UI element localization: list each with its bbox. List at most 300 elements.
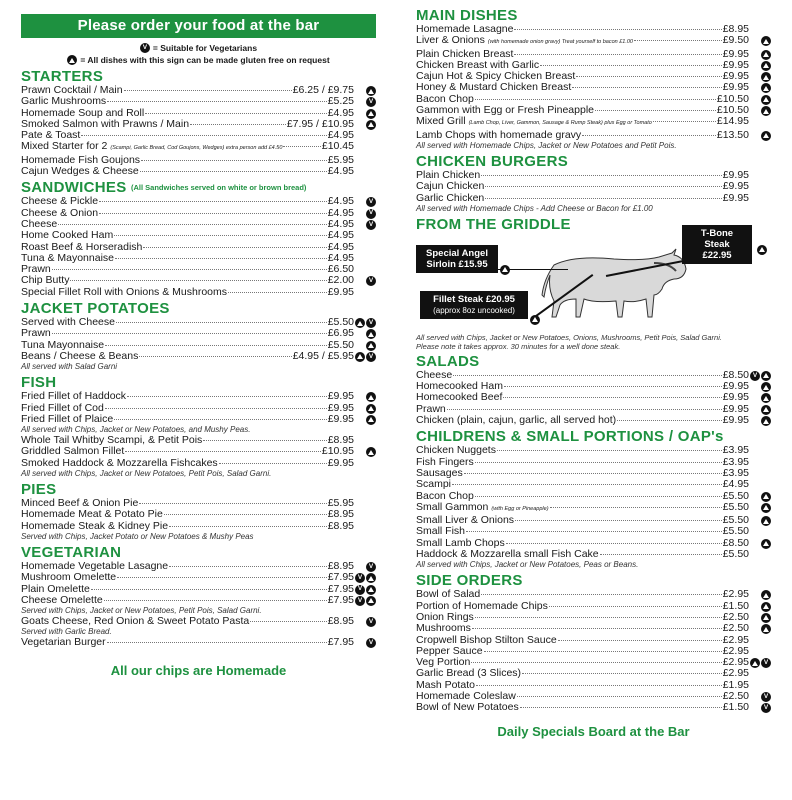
dietary-icons	[761, 83, 771, 93]
item-price: £2.95	[722, 644, 749, 657]
dot-leader	[582, 135, 716, 136]
item-name: Homemade Soup and Roll	[21, 106, 145, 119]
item-name: Plain Chicken Breast	[416, 47, 514, 60]
item-price: £2.50	[722, 622, 749, 635]
item-price: £3.95	[722, 466, 749, 479]
dot-leader	[107, 642, 327, 643]
dietary-icons	[366, 447, 376, 457]
dietary-icons	[761, 36, 771, 46]
item-name: Served with Cheese	[21, 316, 115, 329]
item-name: Prawn Cocktail / Main	[21, 84, 123, 96]
dietary-icons	[366, 209, 376, 219]
section-title: STARTERS	[21, 68, 104, 85]
item-price: £7.95 / £10.95	[286, 117, 354, 130]
dot-leader	[617, 420, 722, 421]
item-name: Chicken (plain, cajun, garlic, all served hot)	[416, 414, 617, 427]
gluten-free-triangle-icon	[761, 95, 771, 105]
section-title	[21, 180, 376, 196]
griddle-illustration	[416, 227, 771, 333]
item-name: Lamb Chops with homemade gravy	[416, 128, 582, 141]
item-name: Mash Potato	[416, 678, 475, 691]
item-price: £7.95	[327, 571, 354, 584]
dot-leader	[52, 269, 327, 270]
menu-list	[21, 498, 376, 532]
item-name: Gammon with Egg or Fresh Pineapple	[416, 104, 595, 117]
dot-leader	[471, 662, 721, 663]
dot-leader	[124, 90, 292, 91]
item-name: Beans / Cheese & Beans	[21, 349, 139, 362]
dot-leader	[143, 247, 326, 248]
item-name: Griddled Salmon Fillet	[21, 445, 125, 458]
dietary-icons	[761, 602, 771, 612]
gluten-free-triangle-icon	[366, 341, 376, 351]
item-name: Special Fillet Roll with Onions & Mushrooms	[21, 285, 227, 298]
menu-list	[21, 561, 376, 606]
dietary-icons	[366, 109, 376, 119]
item-price: £10.50	[716, 92, 749, 105]
menu-item	[21, 521, 376, 532]
gluten-free-triangle-icon	[500, 265, 510, 275]
item-price: £9.95	[722, 70, 749, 83]
menu-item	[416, 468, 771, 479]
item-name: Prawn	[416, 402, 446, 415]
dot-leader	[549, 606, 722, 607]
dietary-icons	[761, 416, 771, 426]
legend-veg-text: = Suitable for Vegetarians	[152, 43, 258, 53]
item-name: Homemade Steak & Kidney Pie	[21, 519, 169, 532]
menu-item	[416, 479, 771, 490]
gluten-free-triangle-icon	[761, 602, 771, 612]
item-name: Cropwell Bishop Stilton Sauce	[416, 633, 557, 646]
item-price: £9.95	[722, 81, 749, 94]
vegetarian-icon: V	[366, 352, 376, 362]
tbone-name: T-Bone Steak	[700, 227, 734, 250]
dot-leader	[452, 484, 722, 485]
dietary-icons	[761, 703, 771, 713]
item-price: £10.95	[321, 445, 354, 458]
item-price: £6.25 / £9.75	[292, 84, 354, 96]
gluten-free-triangle-icon	[366, 120, 376, 130]
item-price: £4.95	[327, 229, 354, 242]
dietary-icons	[355, 318, 376, 328]
dietary-icons	[355, 585, 376, 595]
dot-leader	[52, 333, 327, 334]
gluten-free-triangle-icon	[67, 55, 77, 65]
section-note: All served with Chips, Jacket or New Potatoes, Petit Pois, Salad Garni.	[21, 469, 272, 479]
menu-item	[416, 35, 771, 48]
item-price: £7.95	[327, 593, 354, 606]
vegetarian-icon: V	[366, 638, 376, 648]
menu-item	[416, 457, 771, 468]
item-name: Small Lamb Chops	[416, 536, 505, 549]
dot-leader	[485, 198, 721, 199]
dot-leader	[125, 451, 321, 452]
vegetarian-icon: V	[366, 220, 376, 230]
item-name: Pate & Toast	[21, 129, 81, 142]
item-price: £9.95	[722, 180, 749, 193]
item-price: £4.95 / £5.95	[292, 349, 354, 362]
item-name: Pepper Sauce	[416, 644, 483, 657]
dot-leader	[572, 87, 721, 88]
dot-leader	[475, 617, 722, 618]
gluten-free-triangle-icon	[366, 404, 376, 414]
dot-leader	[576, 76, 721, 77]
item-price: £2.50	[722, 689, 749, 702]
menu-item	[416, 193, 771, 204]
dot-leader	[107, 101, 327, 102]
menu-list	[21, 196, 376, 298]
dietary-icons	[761, 692, 771, 702]
menu-item	[21, 141, 376, 154]
item-price: £2.95	[722, 588, 749, 601]
gluten-free-triangle-icon	[761, 50, 771, 60]
vegetarian-icon: V	[366, 209, 376, 219]
dot-leader	[472, 628, 722, 629]
item-price: £4.95	[327, 195, 354, 208]
item-price: £8.95	[327, 508, 354, 521]
fillet-name: Fillet Steak £20.95	[433, 293, 515, 305]
item-name: Small Liver & Onions	[416, 514, 515, 527]
dot-leader	[115, 258, 327, 259]
menu-item	[416, 392, 771, 403]
dot-leader	[476, 685, 722, 686]
item-price: £7.95	[327, 636, 354, 649]
item-name: Fish Fingers	[416, 455, 474, 468]
gluten-free-triangle-icon	[761, 36, 771, 46]
item-price: £10.50	[716, 104, 749, 117]
item-price: £9.95	[327, 401, 354, 414]
dot-leader	[283, 146, 320, 147]
item-price: £8.50	[722, 536, 749, 549]
left-column	[21, 0, 376, 678]
menu-list	[21, 85, 376, 177]
section-title: PIES	[21, 481, 57, 499]
dot-leader	[104, 600, 327, 601]
item-detail: (Scampi, Garlic Bread, Cod Goujons, Wedges) extra person add £4.50	[110, 145, 283, 152]
dietary-icons	[761, 590, 771, 600]
dot-leader	[464, 473, 722, 474]
item-price: £6.95	[327, 327, 354, 340]
item-name: Bacon Chop	[416, 92, 474, 105]
item-name: Bowl of Salad	[416, 588, 481, 601]
menu-item	[21, 96, 376, 107]
dietary-icons	[366, 197, 376, 207]
vegetarian-icon: V	[366, 562, 376, 572]
item-price: £9.95	[327, 412, 354, 425]
item-name: Cajun Wedges & Cheese	[21, 165, 139, 178]
vegetarian-icon: V	[366, 276, 376, 286]
menu-list	[21, 637, 376, 648]
item-price: £5.50	[722, 548, 749, 561]
menu-item	[21, 595, 376, 606]
section-note: All served with Homemade Chips, Jacket or New Potatoes and Petit Pois.	[416, 140, 677, 150]
section-jacket-potatoes	[21, 301, 376, 372]
item-price: £9.95	[327, 390, 354, 403]
menu-item	[21, 616, 376, 627]
item-price: £9.95	[722, 191, 749, 204]
dietary-icons	[761, 405, 771, 415]
item-price: £5.50	[722, 525, 749, 538]
section-note: Please note it takes approx. 30 minutes for a well done steak.	[416, 341, 621, 351]
item-price: £4.95	[327, 106, 354, 119]
menu-item	[21, 166, 376, 177]
item-price: £9.95	[327, 285, 354, 298]
sirloin-steak-box	[416, 245, 498, 273]
dietary-icons	[366, 562, 376, 572]
legend	[21, 42, 376, 66]
item-price: £9.95	[722, 380, 749, 393]
dietary-icons	[761, 95, 771, 105]
item-price: £3.95	[722, 444, 749, 457]
section-salads	[416, 354, 771, 426]
gluten-free-triangle-icon	[750, 658, 760, 668]
gluten-free-triangle-icon	[366, 86, 376, 96]
menu-item	[21, 317, 376, 328]
menu-item	[416, 549, 771, 560]
gluten-free-triangle-icon	[366, 573, 376, 583]
item-price: £8.95	[327, 559, 354, 572]
gluten-free-triangle-icon	[761, 590, 771, 600]
item-price: £4.95	[327, 251, 354, 264]
dietary-icons	[355, 596, 376, 606]
menu-item	[416, 130, 771, 141]
item-name: Tuna Mayonnaise	[21, 338, 105, 351]
dot-leader	[190, 124, 286, 125]
dot-leader	[481, 594, 722, 595]
menu-item	[21, 391, 376, 402]
gluten-free-triangle-icon	[761, 72, 771, 82]
vegetarian-icon: V	[750, 371, 760, 381]
menu-item	[416, 445, 771, 456]
gluten-free-triangle-icon	[761, 131, 771, 141]
gluten-free-triangle-icon	[355, 352, 365, 362]
item-name: Homemade Lasagne	[416, 23, 514, 35]
dot-leader	[550, 507, 722, 508]
homemade-chips-footer: All our chips are Homemade	[110, 662, 287, 678]
menu-item	[416, 589, 771, 600]
item-name: Minced Beef & Onion Pie	[21, 497, 139, 510]
sirloin-name: Special Angel	[426, 247, 488, 259]
item-price: £7.95	[327, 582, 354, 595]
item-name: Homemade Meat & Potato Pie	[21, 508, 163, 521]
vegetarian-icon: V	[355, 596, 365, 606]
dietary-icons	[761, 72, 771, 82]
section-subtitle: (All Sandwiches served on white or brown bread)	[130, 183, 307, 193]
section-title: CHICKEN BURGERS	[416, 152, 569, 170]
dot-leader	[475, 496, 722, 497]
dot-leader	[540, 65, 722, 66]
section-title: CHILDRENS & SMALL PORTIONS / OAP's	[416, 428, 724, 446]
dietary-icons	[761, 106, 771, 116]
dot-leader	[497, 450, 722, 451]
dot-leader	[453, 375, 722, 376]
item-name: Mushrooms	[416, 622, 471, 635]
menu-item	[21, 196, 376, 207]
gluten-free-triangle-icon	[761, 61, 771, 71]
section-side-orders	[416, 573, 771, 713]
dot-leader	[228, 292, 327, 293]
item-name: Cheese & Onion	[21, 206, 99, 219]
dot-leader	[466, 531, 722, 532]
item-price: £5.50	[327, 338, 354, 351]
item-name: Prawn	[21, 263, 51, 276]
dietary-icons	[761, 613, 771, 623]
gluten-free-triangle-icon	[761, 503, 771, 513]
dietary-icons	[366, 86, 376, 96]
vegetarian-icon: V	[140, 43, 150, 53]
menu-item	[21, 351, 376, 362]
item-detail: (with Egg or Pineapple)	[491, 505, 549, 512]
gluten-free-triangle-icon	[761, 382, 771, 392]
dietary-icons	[750, 371, 771, 381]
item-name: Mixed Starter for 2	[21, 140, 108, 153]
right-column	[416, 0, 771, 739]
section-note: All served with Chips, Jacket or New Potatoes, Onions, Mushrooms, Petit Pois, Salad Garni.	[416, 332, 722, 342]
menu-item	[416, 702, 771, 713]
menu-list	[416, 24, 771, 141]
menu-item	[416, 502, 771, 515]
vegetarian-icon: V	[761, 658, 771, 668]
tbone-steak-box	[682, 225, 752, 264]
item-price: £8.95	[327, 434, 354, 447]
item-name: Homemade Vegetable Lasagne	[21, 559, 169, 572]
section-note: Served with Chips, Jacket or New Potatoes, Petit Pois, Salad Garni.	[21, 606, 262, 616]
dot-leader	[116, 322, 327, 323]
dot-leader	[514, 54, 721, 55]
section-vegetarian	[21, 545, 376, 649]
item-price: £5.50	[722, 514, 749, 527]
legend-gf-text: = All dishes with this sign can be made gluten free on request	[80, 55, 330, 65]
dot-leader	[503, 397, 721, 398]
section-title: JACKET POTATOES	[21, 300, 170, 318]
item-price: £5.25	[327, 95, 354, 108]
gluten-free-triangle-icon	[761, 83, 771, 93]
item-name: Tuna & Mayonnaise	[21, 251, 114, 264]
dot-leader	[145, 113, 327, 114]
dot-leader	[139, 356, 291, 357]
item-price: £2.50	[722, 610, 749, 623]
item-price: £9.95	[327, 456, 354, 469]
gluten-free-triangle-icon	[761, 516, 771, 526]
gluten-free-triangle-icon	[366, 109, 376, 119]
section-note: All served with Homemade Chips - Add Cheese or Bacon for £1.00	[416, 203, 653, 213]
dot-leader	[105, 408, 327, 409]
item-price: £3.95	[722, 455, 749, 468]
item-name: Homemade Coleslaw	[416, 689, 516, 702]
menu-item	[21, 253, 376, 264]
dietary-icons	[761, 539, 771, 549]
section-childrens	[416, 429, 771, 570]
item-price: £1.50	[722, 701, 749, 714]
dietary-icons	[355, 573, 376, 583]
gluten-free-triangle-icon	[366, 415, 376, 425]
item-name: Haddock & Mozzarella small Fish Cake	[416, 548, 599, 561]
item-price: £4.95	[327, 165, 354, 178]
dietary-icons	[366, 638, 376, 648]
item-name: Fried Fillet of Plaice	[21, 412, 114, 425]
dot-leader	[520, 707, 722, 708]
item-name: Plain Omelette	[21, 582, 90, 595]
section-title: MAIN DISHES	[416, 7, 518, 24]
gluten-free-triangle-icon	[761, 405, 771, 415]
menu-list	[416, 170, 771, 204]
section-title: FISH	[21, 374, 57, 392]
dot-leader	[653, 121, 716, 122]
order-at-bar-banner: Please order your food at the bar	[21, 14, 376, 38]
vegetarian-icon: V	[355, 585, 365, 595]
section-title: VEGETARIAN	[21, 543, 122, 561]
dot-leader	[517, 696, 722, 697]
dot-leader	[475, 99, 716, 100]
gluten-free-triangle-icon	[761, 393, 771, 403]
item-name: Chip Butty	[21, 274, 70, 287]
dot-leader	[105, 345, 327, 346]
item-price: £4.95	[327, 240, 354, 253]
item-price: £5.95	[327, 153, 354, 166]
vegetarian-icon: V	[366, 97, 376, 107]
item-price: £9.95	[722, 402, 749, 415]
item-name: Cajun Hot & Spicy Chicken Breast	[416, 70, 576, 83]
item-price: £6.50	[327, 263, 354, 276]
dietary-icons	[761, 382, 771, 392]
item-price: £9.95	[722, 391, 749, 404]
section-note: All served with Salad Garni	[21, 362, 118, 372]
gluten-free-triangle-icon	[761, 539, 771, 549]
section-note: Served with Chips, Jacket Potato or New Potatoes & Mushy Peas	[21, 531, 254, 541]
gluten-free-triangle-icon	[366, 447, 376, 457]
section-pies	[21, 482, 376, 542]
dot-leader	[475, 462, 722, 463]
dot-leader	[70, 280, 326, 281]
item-price: £2.95	[722, 667, 749, 680]
dot-leader	[91, 589, 327, 590]
item-price: £8.50	[722, 368, 749, 381]
item-name: Homemade Fish Goujons	[21, 153, 141, 166]
dot-leader	[164, 514, 327, 515]
item-name: Small Gammon	[416, 500, 489, 513]
dietary-icons	[366, 97, 376, 107]
vegetarian-icon: V	[355, 573, 365, 583]
item-price: £14.95	[716, 115, 749, 128]
fillet-steak-box	[420, 291, 528, 319]
item-name: Scampi	[416, 478, 452, 491]
item-price: £4.95	[327, 217, 354, 230]
dietary-icons	[761, 516, 771, 526]
dot-leader	[141, 160, 327, 161]
item-price: £1.95	[722, 678, 749, 691]
dietary-icons	[366, 392, 376, 402]
dot-leader	[250, 621, 327, 622]
dot-leader	[595, 110, 716, 111]
menu-item	[416, 668, 771, 679]
dietary-icons	[366, 276, 376, 286]
menu-item	[21, 509, 376, 520]
menu-item	[416, 623, 771, 634]
item-name: Smoked Haddock & Mozzarella Fishcakes	[21, 456, 218, 469]
dietary-icons	[366, 617, 376, 627]
item-name: Garlic Mushrooms	[21, 95, 107, 108]
item-price: £8.95	[327, 519, 354, 532]
item-name: Garlic Bread (3 Slices)	[416, 667, 522, 680]
dot-leader	[169, 566, 327, 567]
menu-item	[21, 287, 376, 298]
item-name: Homecooked Ham	[416, 380, 503, 393]
dot-leader	[117, 577, 327, 578]
dietary-icons	[366, 404, 376, 414]
item-price: £2.95	[722, 656, 749, 669]
dot-leader	[99, 213, 327, 214]
item-name: Mixed Grill	[416, 115, 466, 128]
